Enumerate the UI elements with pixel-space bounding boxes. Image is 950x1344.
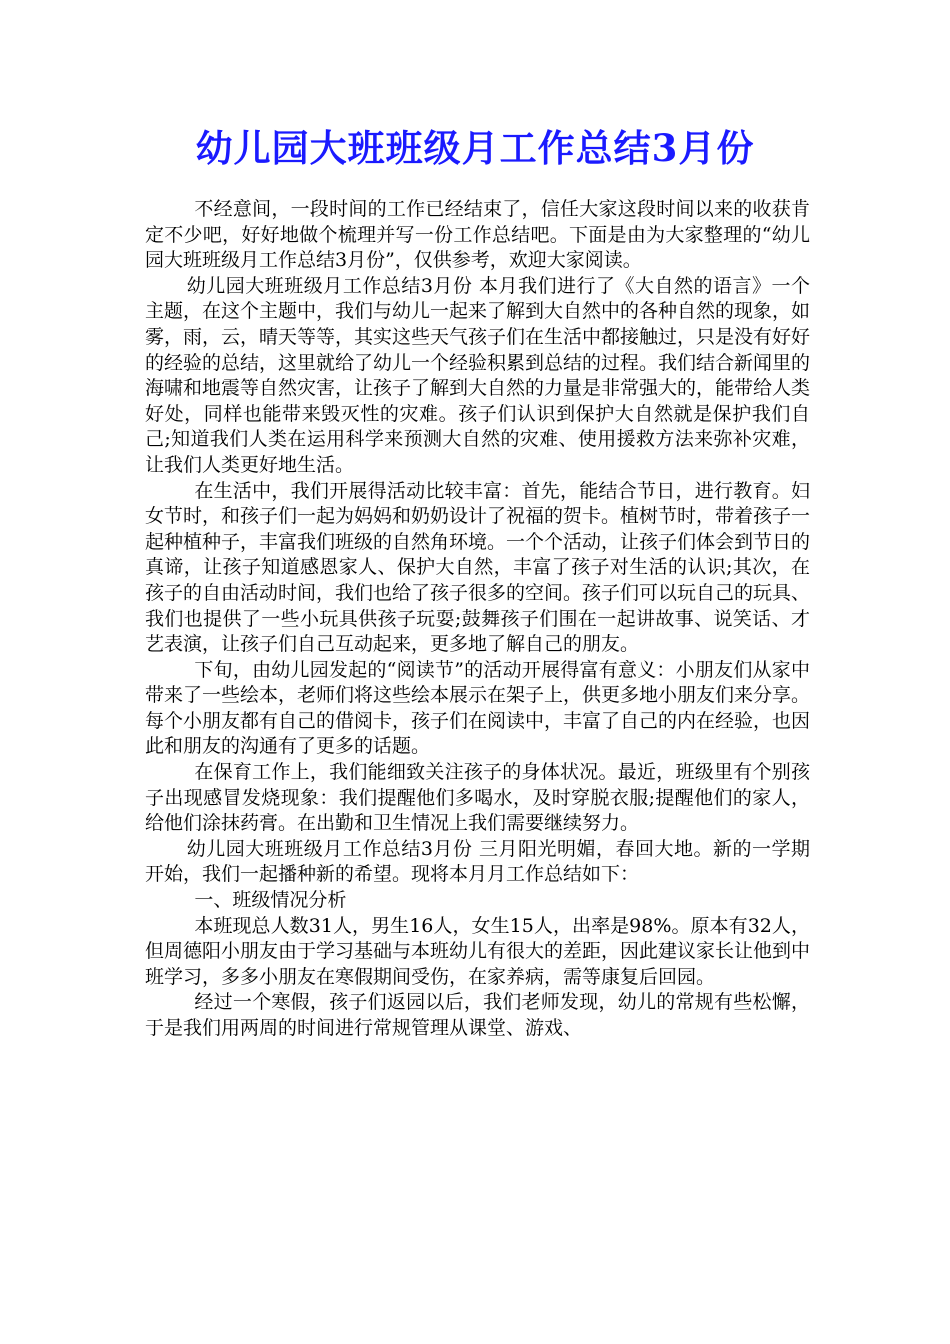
document-title: 幼儿园大班班级月工作总结3月份 [195,126,755,170]
paragraph-routine-management: 经过一个寒假，孩子们返园以后，我们老师发现，幼儿的常规有些松懈，于是我们用两周的时间进行常规管理从课堂、游戏、 [145,991,810,1039]
paragraph-intro: 不经意间，一段时间的工作已经结束了，信任大家这段时间以来的收获肯定不少吧，好好地做个梳理并写一份工作总结吧。下面是由为大家整理的“幼儿园大班班级月工作总结3月份”，仅供参考，欢迎大家阅读。 [145,198,810,272]
document-body [145,197,810,1042]
paragraph-theme-summary: 幼儿园大班班级月工作总结3月份 本月我们进行了《大自然的语言》一个主题，在这个主题中，我们与幼儿一起来了解到大自然中的各种自然的现象，如雾，雨，云，晴天等等，其实这些天气孩子们在生活中都接触过，只是没有好好的经验的总结，这里就给了幼儿一个经验积累到总结的过程。我们结合新闻里的海啸和地震等自然灾害，让孩子了解到大自然的力量是非常强大的，能带给人类好处，同样也能带来毁灭性的灾难。孩子们认识到保护大自然就是保护我们自己;知道我们人类在运用科学来预测大自然的灾难、使用援救方法来弥补灾难，让我们人类更好地生活。 [145,274,811,476]
section-heading-class-analysis: 一、班级情况分析 [194,889,347,912]
paragraph-care-work: 在保育工作上，我们能细致关注孩子的身体状况。最近，班级里有个别孩子出现感冒发烧现象：我们提醒他们多喝水，及时穿脱衣服;提醒他们的家人，给他们涂抹药膏。在出勤和卫生情况上我们需要继续努力。 [145,761,810,835]
paragraph-second-summary: 幼儿园大班班级月工作总结3月份 三月阳光明媚，春回大地。新的一学期开始，我们一起播种新的希望。现将本月月工作总结如下： [145,837,810,886]
paragraph-class-stats: 本班现总人数31人，男生16人，女生15人，出率是98%。原本有32人，但周德阳小朋友由于学习基础与本班幼儿有很大的差距，因此建议家长让他到中班学习，多多小朋友在寒假期间受伤，在家养病，需等康复后回园。 [145,914,811,988]
paragraph-reading-festival: 下旬，由幼儿园发起的“阅读节”的活动开展得富有意义：小朋友们从家中带来了一些绘本，老师们将这些绘本展示在架子上，供更多地小朋友们来分享。每个小朋友都有自己的借阅卡，孩子们在阅读中，丰富了自己的内在经验，也因此和朋友的沟通有了更多的话题。 [145,658,811,758]
paragraph-life-activities: 在生活中，我们开展得活动比较丰富：首先，能结合节日，进行教育。妇女节时，和孩子们一起为妈妈和奶奶设计了祝福的贺卡。植树节时，带着孩子一起种植种子，丰富我们班级的自然角环境。一个个活动，让孩子们体会到节日的真谛，让孩子知道感恩家人、保护大自然，丰富了孩子对生活的认识;其次，在孩子的自由活动时间，我们也给了孩子很多的空间。孩子们可以玩自己的玩具、我们也提供了一些小玩具供孩子玩耍;鼓舞孩子们围在一起讲故事、说笑话、才艺表演，让孩子们自己互动起来，更多地了解自己的朋友。 [145,479,811,656]
